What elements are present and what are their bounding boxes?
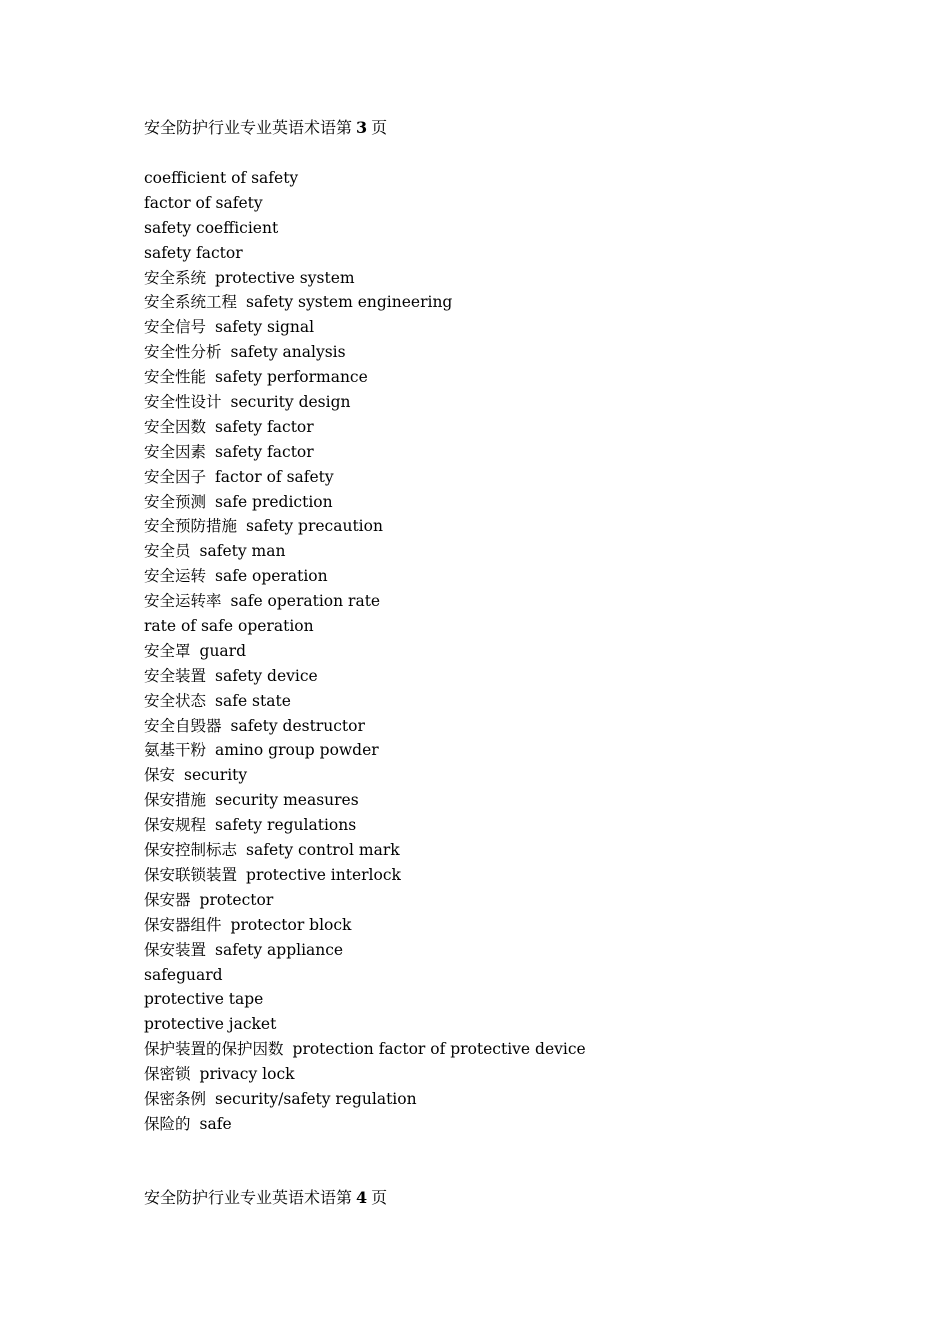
term-english: protective tape [144, 990, 264, 1009]
term-english: guard [199, 641, 246, 660]
glossary-entry [144, 738, 586, 763]
term-chinese: 保安器组件 [144, 915, 222, 934]
heading-page-number: 4 [356, 1188, 368, 1207]
heading-page-number: 3 [356, 118, 368, 137]
glossary-entry [144, 963, 586, 988]
term-english: security measures [215, 791, 359, 810]
glossary-entry [144, 290, 586, 315]
term-english: safety factor [215, 442, 314, 461]
glossary-entry [144, 689, 586, 714]
term-english: protective interlock [246, 865, 401, 884]
page-heading-4 [144, 1186, 387, 1210]
glossary-entry [144, 863, 586, 888]
glossary-entry [144, 539, 586, 564]
term-english: safe [199, 1114, 232, 1133]
term-english: factor of safety [215, 467, 334, 486]
heading-suffix: 页 [371, 118, 388, 137]
term-chinese: 安全性设计 [144, 393, 222, 412]
term-english: rate of safe operation [144, 617, 314, 636]
glossary-entry [144, 266, 586, 291]
glossary-entry [144, 365, 586, 390]
term-english: safe operation rate [230, 592, 381, 611]
glossary-entry [144, 1112, 586, 1137]
glossary-entry [144, 838, 586, 863]
term-english: safe operation [215, 567, 328, 586]
glossary-entry [144, 191, 586, 216]
term-chinese: 保安 [144, 766, 176, 785]
term-chinese: 安全员 [144, 542, 191, 561]
term-chinese: 保密锁 [144, 1065, 191, 1084]
term-english: security design [230, 393, 351, 412]
term-english: safety system engineering [246, 293, 453, 312]
term-chinese: 安全罩 [144, 641, 191, 660]
glossary-entry [144, 987, 586, 1012]
term-chinese: 保护装置的保护因数 [144, 1040, 284, 1059]
term-chinese: 保密条例 [144, 1089, 207, 1108]
term-chinese: 安全系统 [144, 268, 207, 287]
glossary-entry [144, 938, 586, 963]
term-chinese: 氨基干粉 [144, 741, 207, 760]
glossary-entry [144, 639, 586, 664]
term-chinese: 安全自毁器 [144, 716, 222, 735]
term-english: safety signal [215, 318, 315, 337]
glossary-entry [144, 614, 586, 639]
term-english: coefficient of safety [144, 169, 299, 187]
term-english: amino group powder [215, 741, 379, 760]
glossary-entry [144, 888, 586, 913]
term-english: safety man [199, 542, 286, 561]
term-english: protector [199, 890, 274, 909]
term-english: safety analysis [230, 343, 346, 362]
heading-prefix: 安全防护行业专业英语术语第 [144, 118, 353, 137]
term-english: safety coefficient [144, 218, 279, 237]
term-english: safety destructor [230, 716, 365, 735]
glossary-entry [144, 415, 586, 440]
term-english: protector block [230, 915, 352, 934]
glossary-entry [144, 714, 586, 739]
glossary-entry [144, 440, 586, 465]
term-english: safety factor [215, 417, 314, 436]
glossary-entry [144, 813, 586, 838]
glossary-entry [144, 465, 586, 490]
term-chinese: 保安联锁装置 [144, 865, 238, 884]
glossary-entry [144, 490, 586, 515]
term-chinese: 保险的 [144, 1114, 191, 1133]
glossary-entry [144, 340, 586, 365]
term-english: safety device [215, 666, 318, 685]
glossary-entry [144, 1037, 586, 1062]
glossary-entry [144, 241, 586, 266]
glossary-entry [144, 1062, 586, 1087]
term-chinese: 安全性能 [144, 368, 207, 387]
glossary-entry [144, 1012, 586, 1037]
glossary-entry [144, 166, 586, 191]
term-english: protection factor of protective device [292, 1040, 586, 1059]
term-chinese: 保安器 [144, 890, 191, 909]
term-chinese: 安全预测 [144, 492, 207, 511]
term-english: privacy lock [199, 1065, 295, 1084]
glossary-entry [144, 664, 586, 689]
term-english: protective jacket [144, 1015, 277, 1034]
term-english: factor of safety [144, 193, 263, 212]
glossary-entry [144, 390, 586, 415]
term-english: safeguard [144, 965, 223, 984]
term-english: safety precaution [246, 517, 383, 536]
term-english: protective system [215, 268, 355, 287]
term-chinese: 安全因子 [144, 467, 207, 486]
glossary-entry [144, 315, 586, 340]
term-chinese: 安全装置 [144, 666, 207, 685]
term-english: safety regulations [215, 816, 357, 835]
page-heading-3 [144, 116, 387, 140]
term-chinese: 安全状态 [144, 691, 207, 710]
term-chinese: 保安措施 [144, 791, 207, 810]
glossary-entry [144, 589, 586, 614]
glossary-term-list [144, 166, 586, 1137]
term-chinese: 安全因素 [144, 442, 207, 461]
term-english: security/safety regulation [215, 1089, 417, 1108]
glossary-entry [144, 788, 586, 813]
term-english: security [184, 766, 248, 785]
term-chinese: 保安装置 [144, 940, 207, 959]
term-english: safety performance [215, 368, 368, 387]
term-english: safety appliance [215, 940, 344, 959]
term-chinese: 保安规程 [144, 816, 207, 835]
glossary-entry [144, 913, 586, 938]
glossary-entry [144, 763, 586, 788]
glossary-entry [144, 564, 586, 589]
glossary-entry [144, 216, 586, 241]
term-chinese: 安全运转 [144, 567, 207, 586]
term-chinese: 安全性分析 [144, 343, 222, 362]
term-chinese: 保安控制标志 [144, 841, 238, 860]
term-english: safe state [215, 691, 291, 710]
term-english: safety factor [144, 243, 243, 262]
term-english: safe prediction [215, 492, 333, 511]
heading-suffix: 页 [371, 1188, 388, 1207]
heading-prefix: 安全防护行业专业英语术语第 [144, 1188, 353, 1207]
term-chinese: 安全运转率 [144, 592, 222, 611]
term-chinese: 安全因数 [144, 417, 207, 436]
term-chinese: 安全系统工程 [144, 293, 238, 312]
term-chinese: 安全信号 [144, 318, 207, 337]
term-english: safety control mark [246, 841, 400, 860]
term-chinese: 安全预防措施 [144, 517, 238, 536]
glossary-entry [144, 514, 586, 539]
glossary-entry [144, 1087, 586, 1112]
